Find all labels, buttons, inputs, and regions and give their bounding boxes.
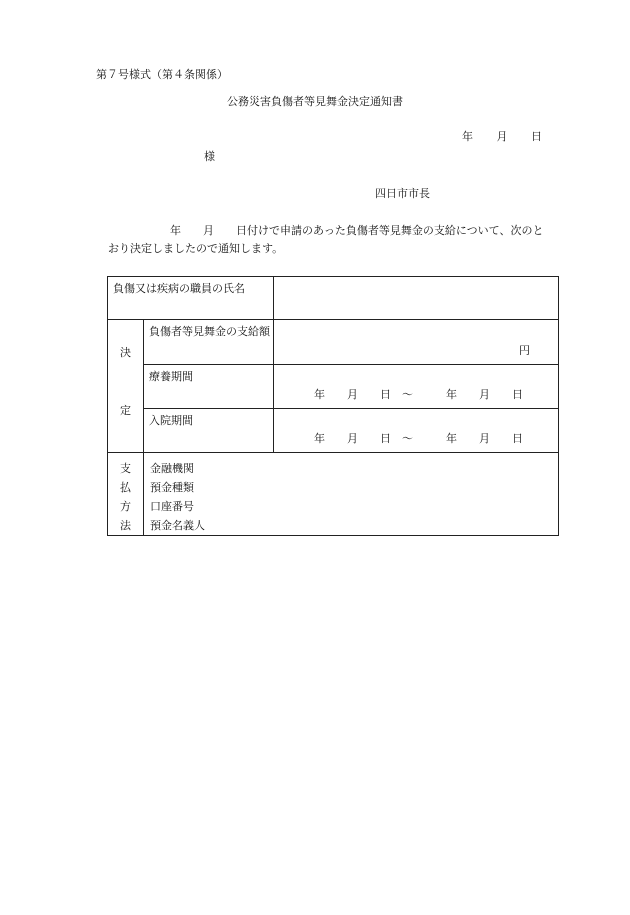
amount-row	[108, 320, 559, 365]
issue-date	[462, 130, 562, 144]
hospital-period-range: 年 月 日 ～ 年 月 日	[314, 432, 523, 445]
payment-method-row	[108, 453, 559, 536]
form-number: 第７号様式（第４条関係）	[96, 68, 228, 81]
decision-table	[107, 276, 559, 536]
treatment-period-row	[108, 365, 559, 409]
treatment-period-label: 療養期間	[149, 370, 193, 383]
treatment-period-label-cell	[144, 365, 274, 409]
payment-item-bank: 金融機関	[150, 462, 194, 475]
hospital-period-value-cell[interactable]	[274, 409, 559, 453]
document-title: 公務災害負傷者等見舞金決定通知書	[227, 95, 403, 108]
treatment-period-value-cell[interactable]	[274, 365, 559, 409]
hospital-period-row	[108, 409, 559, 453]
payment-method-char-1: 支	[120, 462, 131, 475]
employee-name-label: 負傷又は疾病の職員の氏名	[113, 282, 245, 295]
employee-name-row	[108, 277, 559, 320]
body-text-line-2: おり決定しましたので通知します。	[108, 242, 284, 255]
amount-label-cell	[144, 320, 274, 365]
payment-method-char-2: 払	[120, 481, 131, 494]
employee-name-value-cell[interactable]	[274, 277, 559, 320]
body-text-line-1: 年 月 日付けで申請のあった負傷者等見舞金の支給について、次のと	[170, 224, 544, 237]
issuer: 四日市市長	[375, 187, 430, 200]
decision-label-2: 定	[120, 404, 131, 417]
date-year: 年	[462, 130, 473, 143]
payment-item-account-number: 口座番号	[150, 500, 194, 513]
amount-value-cell[interactable]	[274, 320, 559, 365]
payment-method-char-4: 法	[120, 519, 131, 532]
addressee-suffix: 様	[204, 150, 215, 163]
decision-label-cell	[108, 320, 144, 453]
payment-method-char-3: 方	[120, 500, 131, 513]
employee-name-label-cell	[108, 277, 274, 320]
hospital-period-label-cell	[144, 409, 274, 453]
amount-label: 負傷者等見舞金の支給額	[149, 325, 270, 338]
payment-details-cell[interactable]	[144, 453, 559, 536]
payment-method-label-cell	[108, 453, 144, 536]
yen-unit: 円	[519, 344, 530, 357]
date-day: 日	[531, 130, 542, 143]
hospital-period-label: 入院期間	[149, 414, 193, 427]
treatment-period-range: 年 月 日 ～ 年 月 日	[314, 388, 523, 401]
date-month: 月	[496, 130, 508, 143]
payment-item-account-type: 預金種類	[150, 481, 194, 494]
payment-item-account-holder: 預金名義人	[150, 519, 205, 532]
decision-label-1: 決	[120, 346, 131, 359]
